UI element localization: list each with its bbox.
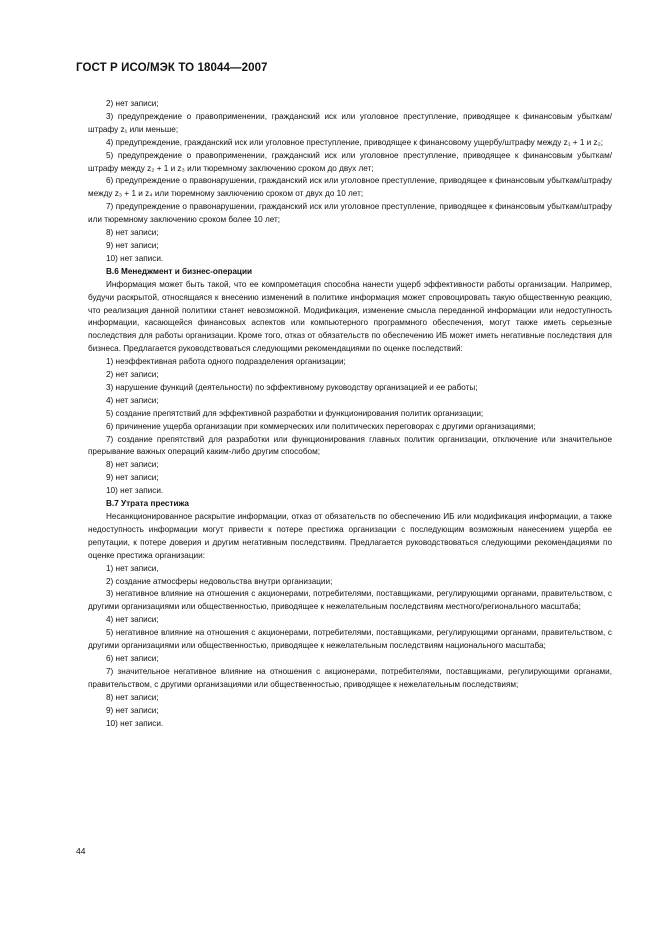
paragraph: 5) предупреждение о правоприменении, гражданский иск или уголовное преступление, приводящее к финансовым убыткам/штрафу между z₂ + 1 и z₃ или тюремному заключению сроком до двух лет; [88,150,612,173]
paragraph: 5) негативное влияние на отношения с акционерами, потребителями, поставщиками, регулирующими органами, правительством, с другими организациями или общественностью, приводящее к нежелательным последствиям национального масштаба; [88,628,612,651]
list-item: 4) нет записи; [106,615,159,625]
page-header-title: ГОСТ Р ИСО/МЭК ТО 18044—2007 [76,62,268,74]
paragraph: 7) создание препятствий для разработки или функционирования главных политик организации, отключение или значительное прерывание важных операций каким-либо другим способом; [88,434,612,457]
list-item: 1) неэффективная работа одного подразделения организации; [106,357,346,367]
document-body [88,98,612,730]
paragraph: Несанкционированное раскрытие информации, отказ от обязательств по обеспечению ИБ или модификация информации, а также недоступность информации могут привести к потере престижа организации с последующим возможным нанесением ущерба ее репутации, к потере доверия и другим негативным последствиям. Предлагается руководствоваться следующими рекомендациями по оценке престижа организации: [88,512,612,560]
list-item: 6) нет записи; [106,653,159,663]
list-item: 5) создание препятствий для эффективной разработки и функционирования политик организации; [106,408,484,418]
list-item: 9) нет записи; [106,705,159,715]
list-item: 10) нет записи. [106,718,164,728]
list-item: 8) нет записи; [106,460,159,470]
paragraph: Информация может быть такой, что ее компрометация способна нанести ущерб эффективности работы организации. Например, будучи раскрытой, относящаяся к внесению изменений в политике информация может спровоцировать такую общественную реакцию, что реализация данной политики станет невозможной. Модификация, изменение смысла переданной информации или недоступность информации, касающейся финансовых аспектов или компьютерного программного обеспечения, могут также иметь серьезные последствия для работы организации. Кроме того, отказ от обязательств по обеспечению ИБ может иметь негативные последствия для бизнеса. Предлагается руководствоваться следующими рекомендациями по оценке последствий: [88,279,612,354]
list-item: 2) нет записи; [106,99,159,108]
paragraph: 7) значительное негативное влияние на отношения с акционерами, потребителями, поставщиками, регулирующими органами, правительством, с другими организациями или общественностью, приводящее к нежелательным последствиям; [88,666,612,689]
list-item: 4) нет записи; [106,395,159,405]
paragraph: 7) предупреждение о правонарушении, гражданский иск или уголовное преступление, приводящее к финансовым убыткам/штрафу или тюремному заключению сроком более 10 лет; [88,202,612,225]
paragraph: 3) предупреждение о правоприменении, гражданский иск или уголовное преступление, приводящее к финансовым убыткам/штрафу z₁ или меньше; [88,111,612,134]
section-heading: B.7 Утрата престижа [106,499,189,509]
section-heading: B.6 Менеджмент и бизнес-операции [106,266,253,276]
list-item: 3) нарушение функций (деятельности) по эффективному руководству организацией и ее работы; [106,382,478,392]
list-item: 8) нет записи; [106,228,159,238]
paragraph: 4) предупреждение, гражданский иск или уголовное преступление, приводящее к финансовому ущербу/штрафу между z₁ + 1 и z₂; [106,137,604,147]
list-item: 10) нет записи. [106,253,164,263]
list-item: 9) нет записи; [106,473,159,483]
list-item: 9) нет записи; [106,240,159,250]
paragraph: 6) предупреждение о правонарушении, гражданский иск или уголовное преступление, приводящее к финансовым убыткам/штрафу между z₃ + 1 и z₄ или тюремному заключению сроком от двух до 10 лет; [88,176,612,199]
page-number: 44 [76,846,86,856]
list-item: 10) нет записи. [106,486,164,496]
list-item: 2) создание атмосферы недовольства внутри организации; [106,576,333,586]
list-item: 1) нет записи, [106,563,159,573]
list-item: 2) нет записи; [106,370,159,380]
paragraph: 6) причинение ущерба организации при коммерческих или политических переговорах с другими организациями; [106,421,536,431]
paragraph: 3) негативное влияние на отношения с акционерами, потребителями, поставщиками, регулирующими органами, правительством, с другими организациями или общественностью, приводящее к нежелательным последствиям местного/регионального масштаба; [88,589,612,612]
list-item: 8) нет записи; [106,692,159,702]
